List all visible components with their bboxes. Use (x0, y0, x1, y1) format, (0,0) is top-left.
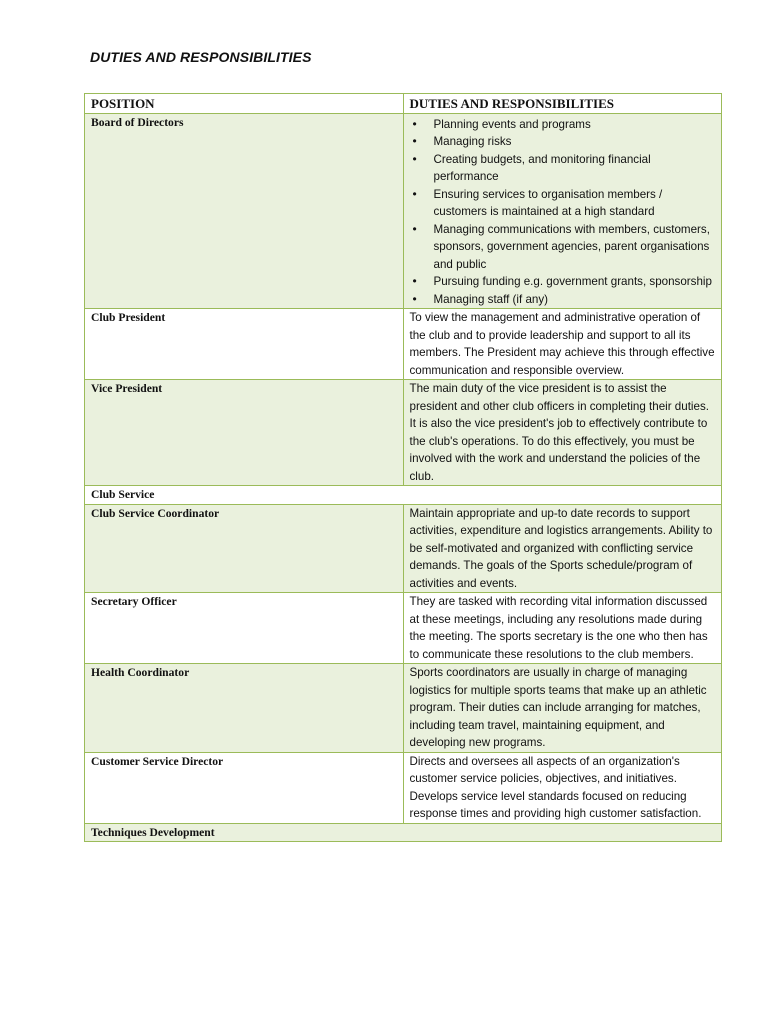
duties-table (84, 93, 722, 842)
list-item: • Managing staff (if any) (434, 291, 716, 309)
position-cell: Board of Directors (85, 113, 404, 309)
table-row (85, 664, 722, 753)
table-row (85, 113, 722, 309)
duties-cell: They are tasked with recording vital information discussed at these meetings, including any resolutions made during the meeting. The sports secretary is the one who then has to communicate these resolutions to the club members. (403, 593, 722, 664)
duties-cell: To view the management and administrative operation of the club and to provide leadership and support to all its members. The President may achieve this through effective communication and responsible overview. (403, 309, 722, 380)
position-cell: Club President (85, 309, 404, 380)
duties-cell (403, 113, 722, 309)
section-label: Club Service (85, 486, 722, 505)
table-row (85, 380, 722, 486)
duties-cell: Maintain appropriate and up-to date records to support activities, expenditure and logistics arrangements. Ability to be self-motivated and organized with conflicting service demands. The goals of the Sports schedule/program of activities and events. (403, 504, 722, 593)
table-row (85, 752, 722, 823)
duties-list (410, 116, 716, 309)
header-row (85, 94, 722, 114)
position-cell: Secretary Officer (85, 593, 404, 664)
section-row (85, 823, 722, 842)
position-cell: Health Coordinator (85, 664, 404, 753)
duties-cell: The main duty of the vice president is to assist the president and other club officers in completing their duties. It is also the vice president's job to effectively contribute to the club's operations. To do this effectively, you must be involved with the work and understand the policies of the club. (403, 380, 722, 486)
list-item: • Pursuing funding e.g. government grants, sponsorship (434, 273, 716, 291)
list-item: • Managing communications with members, customers, sponsors, government agencies, parent organisations and public (434, 221, 716, 274)
header-position: POSITION (85, 94, 404, 114)
header-duties: DUTIES AND RESPONSIBILITIES (403, 94, 722, 114)
duties-cell: Directs and oversees all aspects of an organization's customer service policies, objectives, and initiatives. Develops service level standards focused on reducing response times and providing high customer satisfaction. (403, 752, 722, 823)
section-row (85, 486, 722, 505)
duties-cell: Sports coordinators are usually in charge of managing logistics for multiple sports teams that make up an athletic program. Their duties can include arranging for matches, including team travel, maintaining equipment, and developing new programs. (403, 664, 722, 753)
document-title: DUTIES AND RESPONSIBILITIES (90, 49, 312, 65)
position-cell: Vice President (85, 380, 404, 486)
table-row (85, 309, 722, 380)
section-label: Techniques Development (85, 823, 722, 842)
list-item: • Ensuring services to organisation members / customers is maintained at a high standard (434, 186, 716, 221)
list-item: • Planning events and programs (434, 116, 716, 134)
position-cell: Customer Service Director (85, 752, 404, 823)
list-item: • Creating budgets, and monitoring financial performance (434, 151, 716, 186)
list-item: • Managing risks (434, 133, 716, 151)
table-row (85, 504, 722, 593)
position-cell: Club Service Coordinator (85, 504, 404, 593)
table-row (85, 593, 722, 664)
